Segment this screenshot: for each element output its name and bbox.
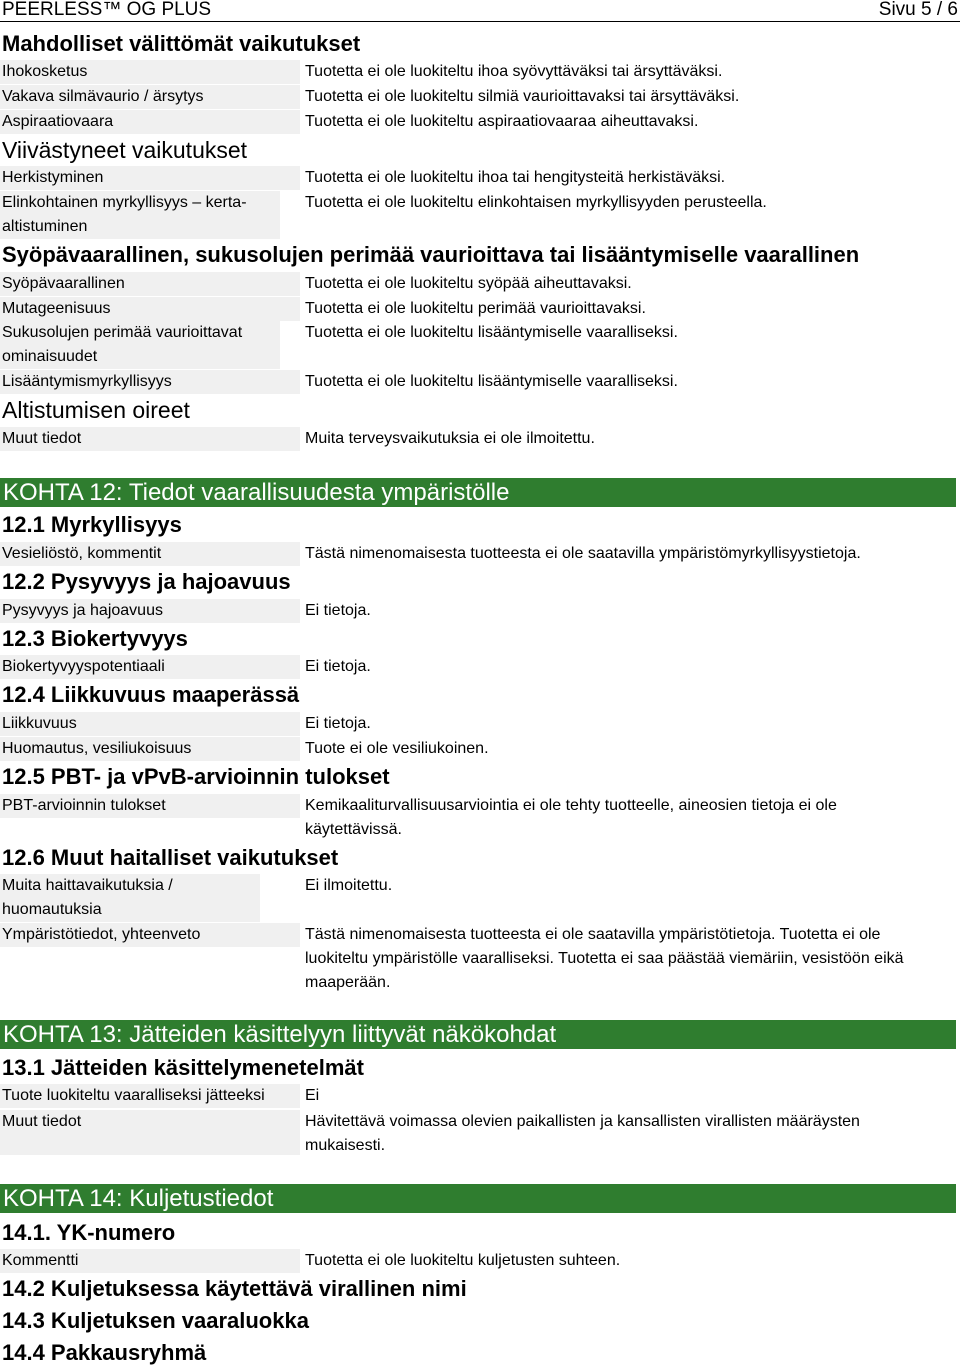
row-value: Ei [305, 1087, 320, 1104]
row-label: Huomautus, vesiliukoisuus [0, 737, 300, 761]
row-label: Aspiraatiovaara [0, 110, 300, 134]
row-value: Ei tietoja. [305, 715, 371, 732]
section-title: Mahdolliset välittömät vaikutukset [2, 31, 361, 56]
subsection-title: 14.1. YK-numero [2, 1220, 176, 1245]
row-value: Tuotetta ei ole luokiteltu perimää vaurioittavaksi. [305, 300, 646, 317]
row-label: Mutageenisuus [0, 297, 300, 321]
row-value: Ei tietoja. [305, 602, 371, 619]
row-label: Syöpävaarallinen [0, 272, 300, 296]
section-title: Viivästyneet vaikutukset [2, 137, 248, 163]
subsection-title: 14.4 Pakkausryhmä [2, 1340, 207, 1365]
row-value: Tuotetta ei ole luokiteltu lisääntymiselle vaaralliseksi. [305, 373, 678, 390]
subsection-title: 12.3 Biokertyvyys [2, 626, 188, 651]
row-value: Tuotetta ei ole luokiteltu aspiraatiovaaraa aiheuttavaksi. [305, 113, 699, 130]
row-value: Tuotetta ei ole luokiteltu silmiä vaurioittavaksi tai ärsyttäväksi. [305, 88, 740, 105]
row-value: Tuote ei ole vesiliukoinen. [305, 740, 489, 757]
row-value: Hävitettävä voimassa olevien paikallisten ja kansallisten virallisten määräysten mukaisesti. [305, 1113, 860, 1154]
row-value: Tuotetta ei ole luokiteltu ihoa syövyttäväksi tai ärsyttäväksi. [305, 63, 723, 80]
subsection-title: 14.2 Kuljetuksessa käytettävä virallinen nimi [2, 1276, 467, 1301]
subsection-title: 12.4 Liikkuvuus maaperässä [2, 682, 300, 707]
page-header [0, 0, 960, 22]
row-value: Tuotetta ei ole luokiteltu syöpää aiheuttavaksi. [305, 275, 632, 292]
subsection-title: 12.5 PBT- ja vPvB-arvioinnin tulokset [2, 764, 390, 789]
row-label: PBT-arvioinnin tulokset [0, 794, 300, 818]
row-value: Tuotetta ei ole luokiteltu elinkohtaisen myrkyllisyyden perusteella. [305, 194, 767, 211]
row-label: Muita haittavaikutuksia / huomautuksia [0, 874, 260, 922]
row-label: Liikkuvuus [0, 712, 300, 736]
row-label: Muut tiedot [0, 1110, 300, 1155]
row-value: Tästä nimenomaisesta tuotteesta ei ole saatavilla ympäristötietoja. Tuotetta ei ole luokiteltu ympäristölle vaaralliseksi. Tuotetta ei saa päästää viemäriin, vesistöön eikä maaperään. [305, 926, 904, 991]
row-label: Herkistyminen [0, 166, 300, 190]
section-title: Syöpävaarallinen, sukusolujen perimää vaurioittava tai lisääntymiselle vaarallinen [2, 242, 860, 267]
section-band-13: KOHTA 13: Jätteiden käsittelyyn liittyvät näkökohdat [0, 1020, 956, 1049]
row-label: Muut tiedot [0, 427, 300, 451]
row-value: Kemikaaliturvallisuusarviointia ei ole tehty tuotteelle, aineosien tietoja ei ole käytettävissä. [305, 797, 837, 838]
row-value: Tuotetta ei ole luokiteltu lisääntymiselle vaaralliseksi. [305, 324, 678, 341]
row-label: Biokertyvyyspotentiaali [0, 655, 300, 679]
row-label: Elinkohtainen myrkyllisyys – kerta-altistuminen [0, 191, 280, 239]
row-label: Sukusolujen perimää vaurioittavat ominaisuudet [0, 321, 280, 369]
page-number: Sivu 5 / 6 [878, 0, 958, 20]
subsection-title: 12.1 Myrkyllisyys [2, 512, 182, 537]
row-value: Tuotetta ei ole luokiteltu ihoa tai hengitysteitä herkistäväksi. [305, 169, 726, 186]
subsection-title: 13.1 Jätteiden käsittelymenetelmät [2, 1055, 364, 1080]
row-value: Tuotetta ei ole luokiteltu kuljetusten suhteen. [305, 1252, 621, 1269]
row-value: Muita terveysvaikutuksia ei ole ilmoitettu. [305, 430, 595, 447]
section-title: Altistumisen oireet [2, 397, 190, 423]
row-label: Ihokosketus [0, 60, 300, 84]
row-label: Vesieliöstö, kommentit [0, 542, 300, 566]
section-band-12: KOHTA 12: Tiedot vaarallisuudesta ympäristölle [0, 478, 956, 507]
row-label: Lisääntymismyrkyllisyys [0, 370, 300, 394]
row-value: Tästä nimenomaisesta tuotteesta ei ole saatavilla ympäristömyrkyllisyystietoja. [305, 545, 861, 562]
product-name: PEERLESS™ OG PLUS [2, 0, 212, 20]
subsection-title: 14.3 Kuljetuksen vaaraluokka [2, 1308, 309, 1333]
row-label: Pysyvyys ja hajoavuus [0, 599, 300, 623]
row-label: Ympäristötiedot, yhteenveto [0, 923, 300, 947]
row-value: Ei tietoja. [305, 658, 371, 675]
subsection-title: 12.2 Pysyvyys ja hajoavuus [2, 569, 291, 594]
row-label: Vakava silmävaurio / ärsytys [0, 85, 300, 109]
subsection-title: 12.6 Muut haitalliset vaikutukset [2, 845, 339, 870]
section-band-14: KOHTA 14: Kuljetustiedot [0, 1184, 956, 1213]
row-label: Kommentti [0, 1249, 300, 1273]
row-value: Ei ilmoitettu. [305, 877, 393, 894]
row-label: Tuote luokiteltu vaaralliseksi jätteeksi [0, 1084, 300, 1108]
